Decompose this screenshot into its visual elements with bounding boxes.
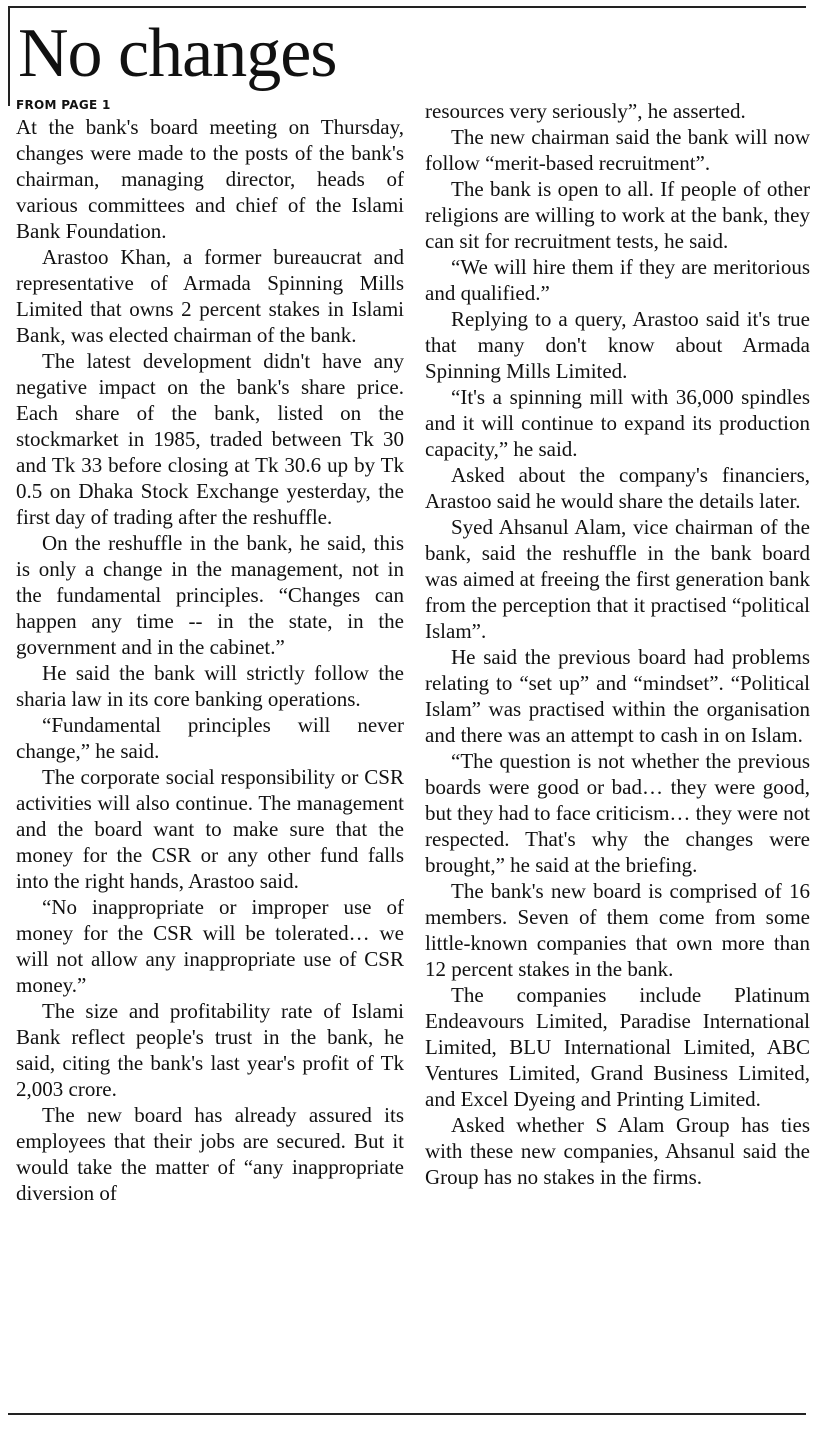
paragraph: Asked whether S Alam Group has ties with these new companies, Ahsanul said the Group has no stakes in the firms. xyxy=(425,1113,810,1189)
paragraph: The new board has already assured its employees that their jobs are secured. But it would take the matter of “any inappropriate diversion of xyxy=(16,1103,404,1205)
paragraph: At the bank's board meeting on Thursday, changes were made to the posts of the bank's chairman, managing director, heads of various committees and chief of the Islami Bank Foundation. xyxy=(16,115,404,243)
right-column xyxy=(425,98,810,1190)
paragraph: The bank is open to all. If people of other religions are willing to work at the bank, they can sit for recruitment tests, he said. xyxy=(425,177,810,253)
continued-paragraph: resources very seriously”, he asserted. xyxy=(425,99,746,123)
paragraph: Replying to a query, Arastoo said it's true that many don't know about Armada Spinning Mills Limited. xyxy=(425,307,810,383)
paragraph: Asked about the company's financiers, Arastoo said he would share the details later. xyxy=(425,463,810,513)
paragraph: “No inappropriate or improper use of money for the CSR will be tolerated… we will not allow any inappropriate use of CSR money.” xyxy=(16,895,404,997)
paragraph: The companies include Platinum Endeavours Limited, Paradise International Limited, BLU International Limited, ABC Ventures Limited, Grand Business Limited, and Excel Dyeing and Printing Limited. xyxy=(425,983,810,1111)
paragraph: “We will hire them if they are meritorious and qualified.” xyxy=(425,255,810,305)
left-rule xyxy=(8,6,10,106)
paragraph: He said the previous board had problems relating to “set up” and “mindset”. “Political Islam” was practised within the organisation and there was an attempt to cash in on Islam. xyxy=(425,645,810,747)
paragraph: The latest development didn't have any negative impact on the bank's share price. Each share of the bank, listed on the stockmarket in 1985, traded between Tk 30 and Tk 33 before closing at Tk 30.6 up by Tk 0.5 on Dhaka Stock Exchange yesterday, the first day of trading after the reshuffle. xyxy=(16,349,404,529)
paragraph: The corporate social responsibility or CSR activities will also continue. The management and the board want to make sure that the money for the CSR or any other fund falls into the right hands, Arastoo said. xyxy=(16,765,404,893)
paragraph: He said the bank will strictly follow the sharia law in its core banking operations. xyxy=(16,661,404,711)
paragraph: The bank's new board is comprised of 16 members. Seven of them come from some little-known companies that own more than 12 percent stakes in the bank. xyxy=(425,879,810,981)
paragraph: “Fundamental principles will never change,” he said. xyxy=(16,713,404,763)
headline: No changes xyxy=(18,15,337,92)
paragraph: Arastoo Khan, a former bureaucrat and representative of Armada Spinning Mills Limited that owns 2 percent stakes in Islami Bank, was elected chairman of the bank. xyxy=(16,245,404,347)
left-column xyxy=(16,98,404,1206)
bottom-rule xyxy=(8,1413,806,1415)
paragraph: On the reshuffle in the bank, he said, this is only a change in the management, not in the fundamental principles. “Changes can happen any time -- in the state, in the government and in the cabinet.” xyxy=(16,531,404,659)
paragraph: Syed Ahsanul Alam, vice chairman of the bank, said the reshuffle in the bank board was aimed at freeing the first generation bank from the perception that it practised “political Islam”. xyxy=(425,515,810,643)
paragraph: “It's a spinning mill with 36,000 spindles and it will continue to expand its production capacity,” he said. xyxy=(425,385,810,461)
paragraph: The size and profitability rate of Islami Bank reflect people's trust in the bank, he said, citing the bank's last year's profit of Tk 2,003 crore. xyxy=(16,999,404,1101)
kicker: FROM PAGE 1 xyxy=(16,98,111,112)
paragraph: “The question is not whether the previous boards were good or bad… they were good, but they had to face criticism… they were not respected. That's why the changes were brought,” he said at the briefing. xyxy=(425,749,810,877)
top-rule xyxy=(8,6,806,8)
paragraph: The new chairman said the bank will now follow “merit-based recruitment”. xyxy=(425,125,810,175)
